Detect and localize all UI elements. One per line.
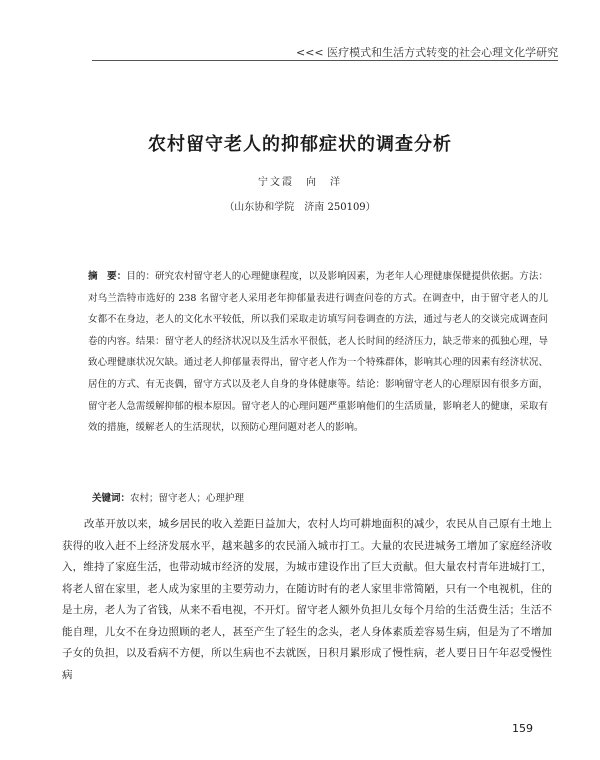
abstract bbox=[88, 266, 548, 439]
keywords bbox=[92, 490, 552, 504]
keywords-label: 关键词： bbox=[92, 493, 131, 504]
header-rule bbox=[92, 60, 558, 61]
authors: 宁文霞 向 洋 bbox=[258, 177, 342, 188]
article-title: 农村留守老人的抑郁症状的调查分析 bbox=[148, 134, 452, 155]
page-number: 159 bbox=[512, 722, 533, 735]
body-paragraph: 改革开放以来，城乡居民的收入差距日益加大，农村人均可耕地面积的减少，农民从自己原有土地上获得的收入赶不上经济发展水平，越来越多的农民涌入城市打工。大量的农民进城务工增加了家庭经济收入，维持了家庭生活，也带动城市经济的发展，为城市建设作出了巨大贡献。但大量农村青年进城打工，将老人留在家里，老人成为家里的主要劳动力，在随访时有的老人家里非常简陋，只有一个电视机，住的是土房，老人为了省钱，从来不看电视，不开灯。留守老人额外负担儿女每个月给的生活费生活；生活不能自理，儿女不在身边照顾的老人，甚至产生了轻生的念头，老人身体素质差容易生病，但是为了不增加子女的负担，以及看病不方便，所以生病也不去就医，日积月累形成了慢性病，老人要日日午年忍受慢性病 bbox=[62, 518, 552, 681]
abstract-text: 目的：研究农村留守老人的心理健康程度，以及影响因素，为老年人心理健康保健提供依据。方法：对乌兰浩特市选好的 238 名留守老人采用老年抑郁量表进行调查问卷的方式。在调查中，由于留守老人的儿女都不在身边，老人的文化水平较低，所以我们采取走访填写问卷调查的方法，通过与老人的交谈完成调查问卷的内容。结果：留守老人的经济状况以及生活水平很低，老人长时间的经济压力，缺乏带来的孤独心理，导致心理健康状况欠缺。通过老人抑郁量表得出，留守老人作为一个特殊群体，影响其心理的因素有经济状况、居住的方式、有无丧偶，留守方式以及老人自身的身体健康等。结论：影响留守老人的心理原因有很多方面，留守老人急需缓解抑郁的根本原因。留守老人的心理问题严重影响他们的生活质量，影响老人的健康，采取有效的措施，缓解老人的生活现状，以预防心理问题对老人的影响。 bbox=[88, 271, 548, 434]
body-text bbox=[62, 514, 552, 686]
keywords-text: 农村；留守老人；心理护理 bbox=[130, 493, 245, 504]
affiliation: （山东协和学院 济南 250109） bbox=[224, 202, 376, 213]
running-header: <<< 医疗模式和生活方式转变的社会心理文化学研究 bbox=[296, 46, 559, 59]
abstract-label: 摘 要： bbox=[88, 271, 127, 282]
